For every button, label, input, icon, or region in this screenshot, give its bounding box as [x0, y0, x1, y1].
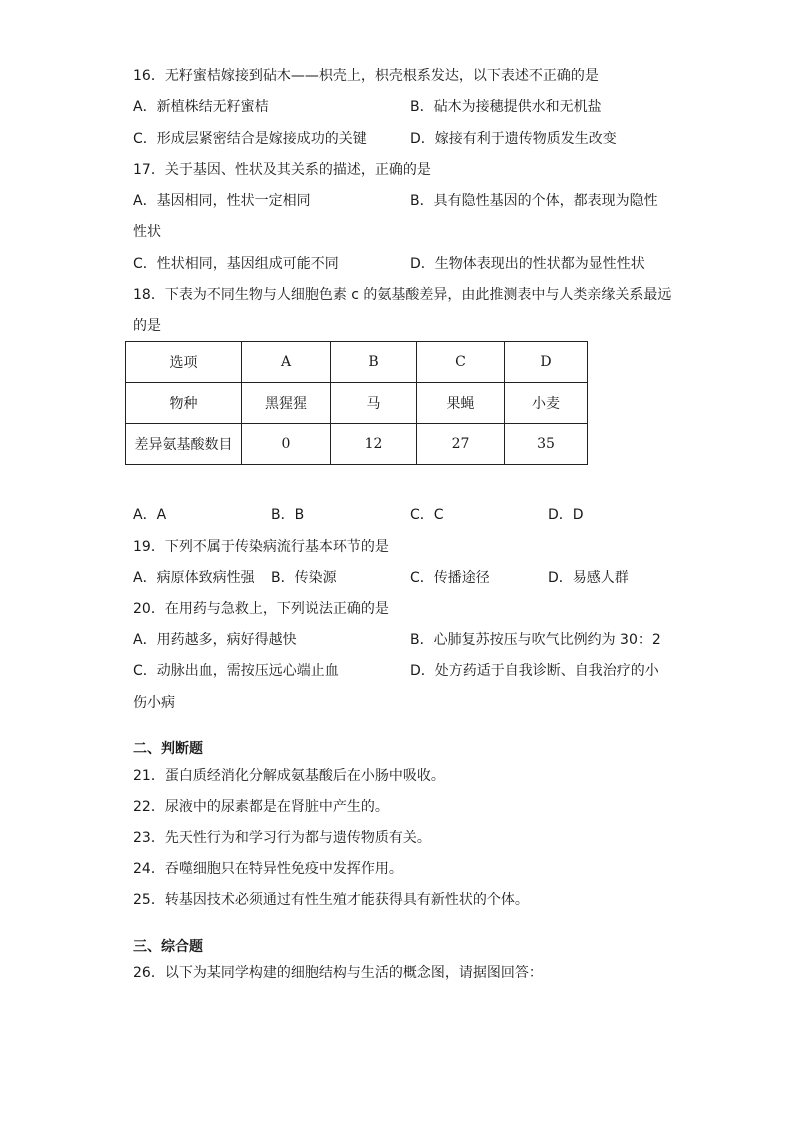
- q19-option-d: D．易感人群: [548, 570, 629, 586]
- q20-option-c: C．动脉出血，需按压远心端止血: [133, 663, 339, 679]
- table-header-cell: 选项: [126, 342, 242, 383]
- q17-option-b-continued: 性状: [133, 224, 161, 240]
- q25-statement: 25．转基因技术必须通过有性生殖才能获得具有新性状的个体。: [133, 892, 529, 908]
- q19-option-a: A．病原体致病性强: [133, 570, 255, 586]
- table-row: [126, 424, 588, 465]
- section-heading-comprehensive: 三、综合题: [133, 939, 203, 955]
- table-header-cell: B: [331, 342, 417, 383]
- q17-stem: 17．关于基因、性状及其关系的描述，正确的是: [133, 162, 431, 178]
- table-header-cell: A: [242, 342, 331, 383]
- q16-option-d: D．嫁接有利于遗传物质发生改变: [410, 131, 617, 147]
- table-cell: 差异氨基酸数目: [126, 424, 242, 465]
- q22-statement: 22．尿液中的尿素都是在肾脏中产生的。: [133, 799, 389, 815]
- table-cell: 0: [242, 424, 331, 465]
- q21-statement: 21．蛋白质经消化分解成氨基酸后在小肠中吸收。: [133, 768, 445, 784]
- q18-option-b: B．B: [271, 507, 305, 523]
- q24-statement: 24．吞噬细胞只在特异性免疫中发挥作用。: [133, 861, 403, 877]
- table-cell: 果蝇: [417, 383, 505, 424]
- q18-stem: 18．下表为不同生物与人细胞色素 c 的氨基酸差异，由此推测表中与人类亲缘关系最远: [133, 287, 672, 303]
- table-cell: 马: [331, 383, 417, 424]
- q16-stem: 16．无籽蜜桔嫁接到砧木——枳壳上，枳壳根系发达，以下表述不正确的是: [133, 68, 599, 84]
- q26-stem: 26．以下为某同学构建的细胞结构与生活的概念图，请据图回答：: [133, 965, 543, 981]
- q17-option-b: B．具有隐性基因的个体，都表现为隐性: [410, 193, 658, 209]
- q20-option-d-continued: 伤小病: [133, 695, 175, 711]
- q20-stem: 20．在用药与急救上，下列说法正确的是: [133, 601, 389, 617]
- table-cell: 12: [331, 424, 417, 465]
- q19-options: [0, 568, 794, 588]
- q18-option-a: A．A: [133, 507, 167, 523]
- section-heading-judgement: 二、判断题: [133, 741, 203, 757]
- table-row: [126, 342, 588, 383]
- q18-option-c: C．C: [410, 507, 444, 523]
- q18-options: [0, 505, 794, 525]
- q19-option-c: C．传播途径: [410, 570, 490, 586]
- table-cell: 物种: [126, 383, 242, 424]
- table-cell: 黑猩猩: [242, 383, 331, 424]
- q16-option-a: A．新植株结无籽蜜桔: [133, 99, 269, 115]
- q18-option-d: D．D: [548, 507, 584, 523]
- q17-option-d: D．生物体表现出的性状都为显性性状: [410, 256, 645, 272]
- table-header-cell: D: [505, 342, 588, 383]
- q23-statement: 23．先天性行为和学习行为都与遗传物质有关。: [133, 830, 431, 846]
- amino-acid-difference-table: [125, 341, 588, 465]
- q16-option-c: C．形成层紧密结合是嫁接成功的关键: [133, 131, 367, 147]
- q19-option-b: B．传染源: [271, 570, 337, 586]
- table-cell: 35: [505, 424, 588, 465]
- q19-stem: 19．下列不属于传染病流行基本环节的是: [133, 539, 389, 555]
- q16-option-b: B．砧木为接穗提供水和无机盐: [410, 99, 602, 115]
- q17-option-a: A．基因相同，性状一定相同: [133, 193, 311, 209]
- table-cell: 小麦: [505, 383, 588, 424]
- q20-option-b: B．心肺复苏按压与吹气比例约为 30：2: [410, 632, 661, 648]
- q20-option-d: D．处方药适于自我诊断、自我治疗的小: [410, 663, 659, 679]
- table-header-cell: C: [417, 342, 505, 383]
- q17-option-c: C．性状相同，基因组成可能不同: [133, 256, 339, 272]
- table-row: [126, 383, 588, 424]
- q20-option-a: A．用药越多，病好得越快: [133, 632, 297, 648]
- q18-stem-continued: 的是: [133, 318, 161, 334]
- table-cell: 27: [417, 424, 505, 465]
